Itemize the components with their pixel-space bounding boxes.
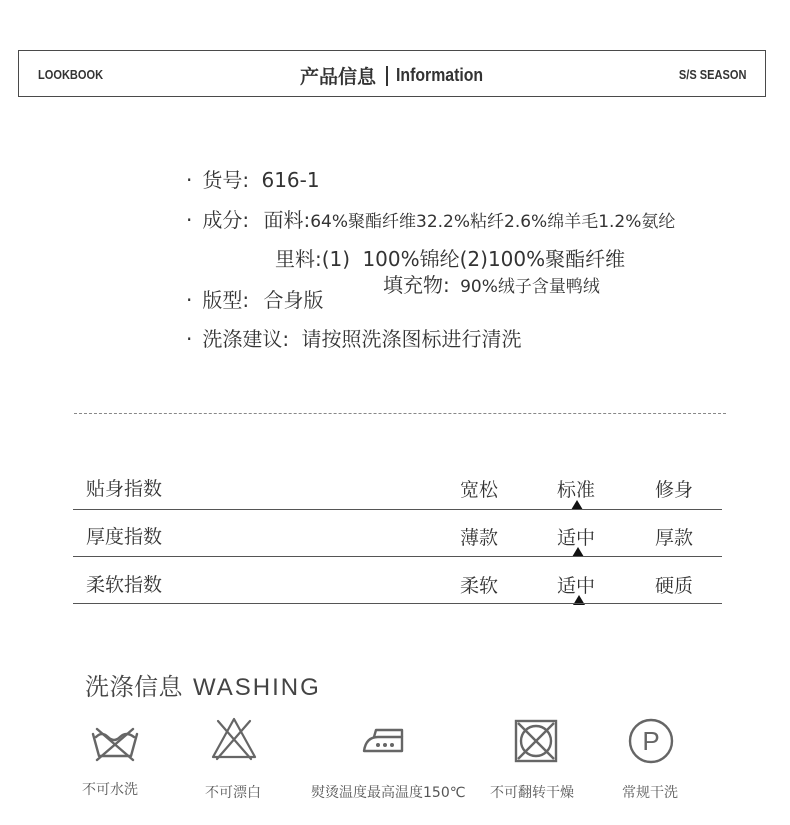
composition-row xyxy=(186,204,675,233)
header-divider xyxy=(386,66,388,86)
dashed-divider xyxy=(74,413,726,414)
wash-advice-value: 请按照洗涤图标进行清洗 xyxy=(301,327,522,351)
bullet: · xyxy=(186,168,193,192)
thickness-index-label: 厚度指数 xyxy=(86,526,163,548)
lookbook-label: LOOKBOOK xyxy=(38,67,104,82)
header-title-cn: 产品信息 xyxy=(300,66,377,88)
no-tumble-dry-icon xyxy=(513,718,559,764)
header-title-en: Information xyxy=(396,65,484,85)
iron-temperature-label: 熨烫温度最高温度150℃ xyxy=(311,785,466,801)
item-number-label: 货号: xyxy=(202,168,250,192)
composition-label: 成分: xyxy=(202,208,250,232)
bullet: · xyxy=(186,208,193,232)
wash-advice-label: 洗涤建议: xyxy=(202,327,290,351)
item-number-row xyxy=(186,164,320,193)
item-number-value: 616-1 xyxy=(261,168,320,192)
thickness-index-line xyxy=(73,556,722,557)
softness-index-label: 柔软指数 xyxy=(86,574,163,596)
thickness-option-thin: 薄款 xyxy=(460,527,499,549)
fit-index-label: 贴身指数 xyxy=(86,478,163,500)
softness-option-soft: 柔软 xyxy=(460,575,499,597)
softness-option-hard: 硬质 xyxy=(655,575,694,597)
fit-index-line xyxy=(73,509,722,510)
washing-title-cn: 洗涤信息 xyxy=(85,673,183,701)
fit-label: 版型: xyxy=(202,288,250,312)
no-hand-wash-label: 不可水洗 xyxy=(82,782,138,798)
wash-advice-row xyxy=(186,323,521,352)
fabric-value: 64%聚酯纤维32.2%粘纤2.6%绵羊毛1.2%氨纶 xyxy=(310,212,676,232)
dry-clean-letter: P xyxy=(642,726,660,756)
softness-option-medium: 适中 xyxy=(557,575,596,597)
no-tumble-dry-label: 不可翻转干燥 xyxy=(490,785,574,801)
thickness-option-medium: 适中 xyxy=(557,527,596,549)
dry-clean-label: 常规干洗 xyxy=(622,785,678,801)
washing-title-en: WASHING xyxy=(193,674,321,701)
filling-value: 90%绒子含量鸭绒 xyxy=(460,277,600,297)
filling-row xyxy=(383,269,600,298)
fit-option-loose: 宽松 xyxy=(460,479,499,501)
fit-row xyxy=(186,284,323,313)
header-title xyxy=(300,62,495,89)
no-bleach-label: 不可漂白 xyxy=(205,785,261,801)
no-hand-wash-icon xyxy=(89,725,141,763)
bullet: · xyxy=(186,288,193,312)
washing-title xyxy=(85,667,321,702)
season-label: S/S SEASON xyxy=(678,67,746,82)
lining-row xyxy=(275,243,625,272)
dry-clean-p-icon xyxy=(627,717,675,765)
header-bar xyxy=(18,50,766,97)
fit-option-slim: 修身 xyxy=(655,479,694,501)
no-bleach-icon xyxy=(209,715,259,761)
lining-value: 100%锦纶(2)100%聚酯纤维 xyxy=(362,247,626,271)
softness-index-line xyxy=(73,603,722,604)
fit-value: 合身版 xyxy=(263,288,324,312)
iron-temperature-icon xyxy=(360,725,406,755)
lining-label: 里料:(1) xyxy=(275,247,351,271)
bullet: · xyxy=(186,327,193,351)
fit-option-standard: 标准 xyxy=(557,479,596,501)
fabric-label: 面料: xyxy=(263,208,311,232)
filling-label: 填充物: xyxy=(383,273,450,297)
thickness-option-thick: 厚款 xyxy=(655,527,694,549)
